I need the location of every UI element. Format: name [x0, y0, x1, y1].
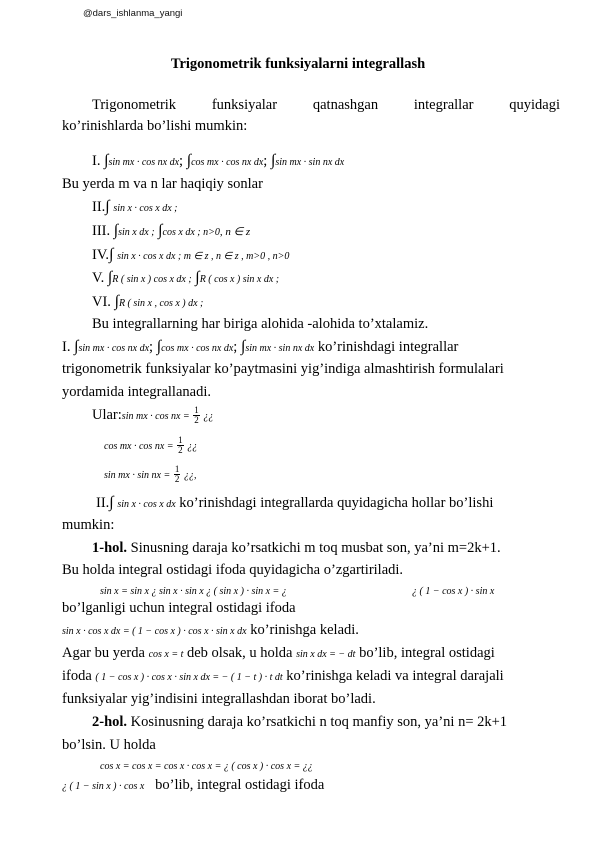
- ular-label: Ular:: [92, 406, 122, 423]
- formula-tail: ¿¿: [187, 440, 198, 452]
- hol-1-line-6: [62, 668, 504, 685]
- case-label: IV.: [92, 247, 110, 263]
- hol-heading: 2-hol.: [92, 714, 128, 730]
- section-1-line-3: yordamida integrallanadi.: [62, 384, 211, 400]
- case-5-line: [92, 269, 279, 287]
- hol-1-line-1: [92, 540, 501, 557]
- hol-1-line-2: Bu holda integral ostidagi ifoda quyidagicha o’zgartiriladi.: [62, 562, 404, 578]
- identity-2: [104, 436, 197, 455]
- formula: sin x · cos x dx ;: [113, 203, 178, 214]
- hol-2-line-3: [62, 777, 324, 794]
- case-4-line: [92, 246, 289, 264]
- page-title: Trigonometrik funksiyalarni integrallash: [170, 56, 426, 72]
- integral-sign: ∫: [113, 222, 119, 239]
- formula: R ( sin x ) cos x dx ;: [112, 274, 192, 285]
- identity-3: [104, 465, 196, 484]
- case-label: I.: [92, 153, 101, 169]
- formula: ( 1 − cos x ) · cos x · sin x dx = − ( 1 − t ) · t dt: [95, 672, 283, 683]
- integral-sign: ∫: [107, 269, 113, 286]
- real-note: Bu yerda m va n lar haqiqiy sonlar: [62, 176, 263, 192]
- section-2-line-2: mumkin:: [62, 517, 115, 533]
- hol-1-line-3: bo’lganligi uchun integral ostidagi ifoda: [62, 600, 296, 616]
- formula: sin mx · cos nx =: [121, 410, 190, 422]
- intro-word: Trigonometrik: [92, 97, 177, 113]
- formula-tail: ¿¿,: [183, 469, 197, 481]
- formula: sin x dx = − dt: [296, 649, 356, 660]
- section-1-line-2: trigonometrik funksiyalar ko’paytmasini yig’indiga almashtirish formulalari: [62, 361, 504, 377]
- integral-sign: ∫: [270, 152, 276, 169]
- hol-2-line-2: bo’lsin. U holda: [62, 737, 156, 753]
- case-label: II.: [92, 199, 106, 215]
- text: Agar bu yerda: [62, 645, 145, 661]
- formula: cos mx · cos nx =: [104, 440, 174, 452]
- hol-1-line-4: [62, 622, 359, 639]
- identity-1: [92, 406, 213, 425]
- text: ifoda: [62, 668, 92, 684]
- section-2-line-1: [96, 494, 493, 512]
- integral-sign: ∫: [109, 494, 114, 511]
- case-label: VI.: [92, 294, 111, 310]
- integral-sign: ∫: [156, 338, 162, 355]
- text: Sinusning daraja ko’rsatkichi m toq musbat son, ya’ni m=2k+1.: [130, 540, 501, 556]
- intro-word: qatnashgan: [312, 97, 379, 113]
- fraction-half: $\frac{1}{2}$: [178, 435, 183, 455]
- formula: sin x · cos x dx ; m ∈ z , n ∈ z , m>0 , n>0: [117, 251, 290, 262]
- hol-heading: 1-hol.: [92, 540, 128, 556]
- formula: R ( sin x , cos x ) dx ;: [118, 298, 204, 309]
- intro-word: integrallar: [413, 97, 474, 113]
- integral-sign: ∫: [109, 246, 114, 263]
- section-label: II.: [96, 495, 110, 511]
- hol-1-line-7: funksiyalar yig’indisini integrallashdan iborat bo’ladi.: [62, 691, 376, 707]
- formula: sin mx · cos nx dx: [78, 343, 150, 354]
- formula: sin x · cos x dx = ( 1 − cos x ) · cos x · sin x dx: [62, 626, 247, 637]
- hol-2-line-1: [92, 714, 507, 731]
- formula: sin mx · sin nx dx: [245, 343, 315, 354]
- text: Kosinusning daraja ko’rsatkichi n toq manfiy son, ya’ni n= 2k+1: [130, 714, 508, 730]
- integral-sign: ∫: [195, 269, 200, 286]
- formula: ¿ ( 1 − sin x ) · cos x: [62, 781, 145, 792]
- case-2-line: [92, 198, 177, 216]
- hol-1-line-5: [62, 645, 495, 662]
- integral-sign: ∫: [74, 338, 79, 355]
- case-6-line: [92, 293, 203, 311]
- formula: cos x = cos x = cos x · cos x = ¿ ( cos x ) · cos x = ¿¿: [100, 761, 313, 772]
- case-1-line: I. ∫sin mx · cos nx dx; ∫cos mx · cos nx dx; ∫sin mx · sin nx dx: [92, 152, 345, 169]
- condition: , n ∈ z: [219, 226, 251, 238]
- section-1-line-1: I. ∫sin mx · cos nx dx; ∫cos mx · cos nx dx; ∫sin mx · sin nx dx ko’rinishdagi integrallar: [62, 338, 459, 355]
- text: deb olsak, u holda: [186, 645, 293, 661]
- case-label: III.: [92, 223, 111, 239]
- hol-2-formula-1: [100, 757, 313, 774]
- text: bo’lib, integral ostidagi ifoda: [155, 777, 325, 793]
- formula: cos x dx ; n>0: [162, 227, 220, 238]
- intro-word: funksiyalar: [211, 97, 278, 113]
- formula: R ( cos x ) sin x dx ;: [199, 274, 280, 285]
- hol-1-formula-1: [100, 582, 287, 599]
- formula: sin x = sin x ¿ sin x · sin x ¿ ( sin x ) · sin x = ¿: [100, 586, 287, 597]
- integral-sign: ∫: [158, 222, 163, 239]
- formula: sin mx · sin nx dx: [275, 157, 345, 168]
- intro-word: quyidagi: [509, 97, 560, 113]
- watermark: @dars_ishlanma_yangi: [83, 8, 183, 19]
- text: bo’lib, integral ostidagi: [359, 645, 495, 661]
- integral-sign: ∫: [240, 338, 246, 355]
- formula: sin x dx ;: [118, 227, 155, 238]
- hol-1-formula-1b: [412, 582, 494, 599]
- intro-line-2: ko’rinishlarda bo’lishi mumkin:: [62, 118, 248, 134]
- text: ko’rinishga keladi va integral darajali: [286, 668, 504, 684]
- intro-line-1: [92, 97, 560, 114]
- formula-tail: ¿¿: [203, 410, 214, 422]
- integral-sign: ∫: [104, 152, 109, 169]
- integral-sign: ∫: [114, 293, 119, 310]
- section-label: I.: [62, 339, 71, 355]
- case-3-line: [92, 222, 250, 240]
- formula: sin x · cos x dx: [117, 499, 176, 510]
- text: ko’rinishga keladi.: [250, 622, 359, 638]
- integral-sign: ∫: [186, 152, 192, 169]
- formula: cos mx · cos nx dx: [161, 343, 234, 354]
- text: ko’rinishdagi integrallar: [317, 339, 459, 355]
- separate-note: Bu integrallarning har biriga alohida -alohida to’xtalamiz.: [92, 316, 429, 332]
- formula: sin mx · cos nx dx: [108, 157, 180, 168]
- case-label: V.: [92, 270, 105, 286]
- formula: cos x = t: [148, 649, 184, 660]
- formula: ¿ ( 1 − cos x ) · sin x: [412, 586, 495, 597]
- formula: cos mx · cos nx dx: [191, 157, 264, 168]
- fraction-half: $\frac{1}{2}$: [174, 464, 180, 484]
- fraction-half: $\frac{1}{2}$: [194, 405, 199, 425]
- integral-sign: ∫: [105, 198, 110, 215]
- text: ko’rinishdagi integrallarda quyidagicha hollar bo’lishi: [179, 495, 494, 511]
- formula: sin mx · sin nx =: [104, 469, 171, 481]
